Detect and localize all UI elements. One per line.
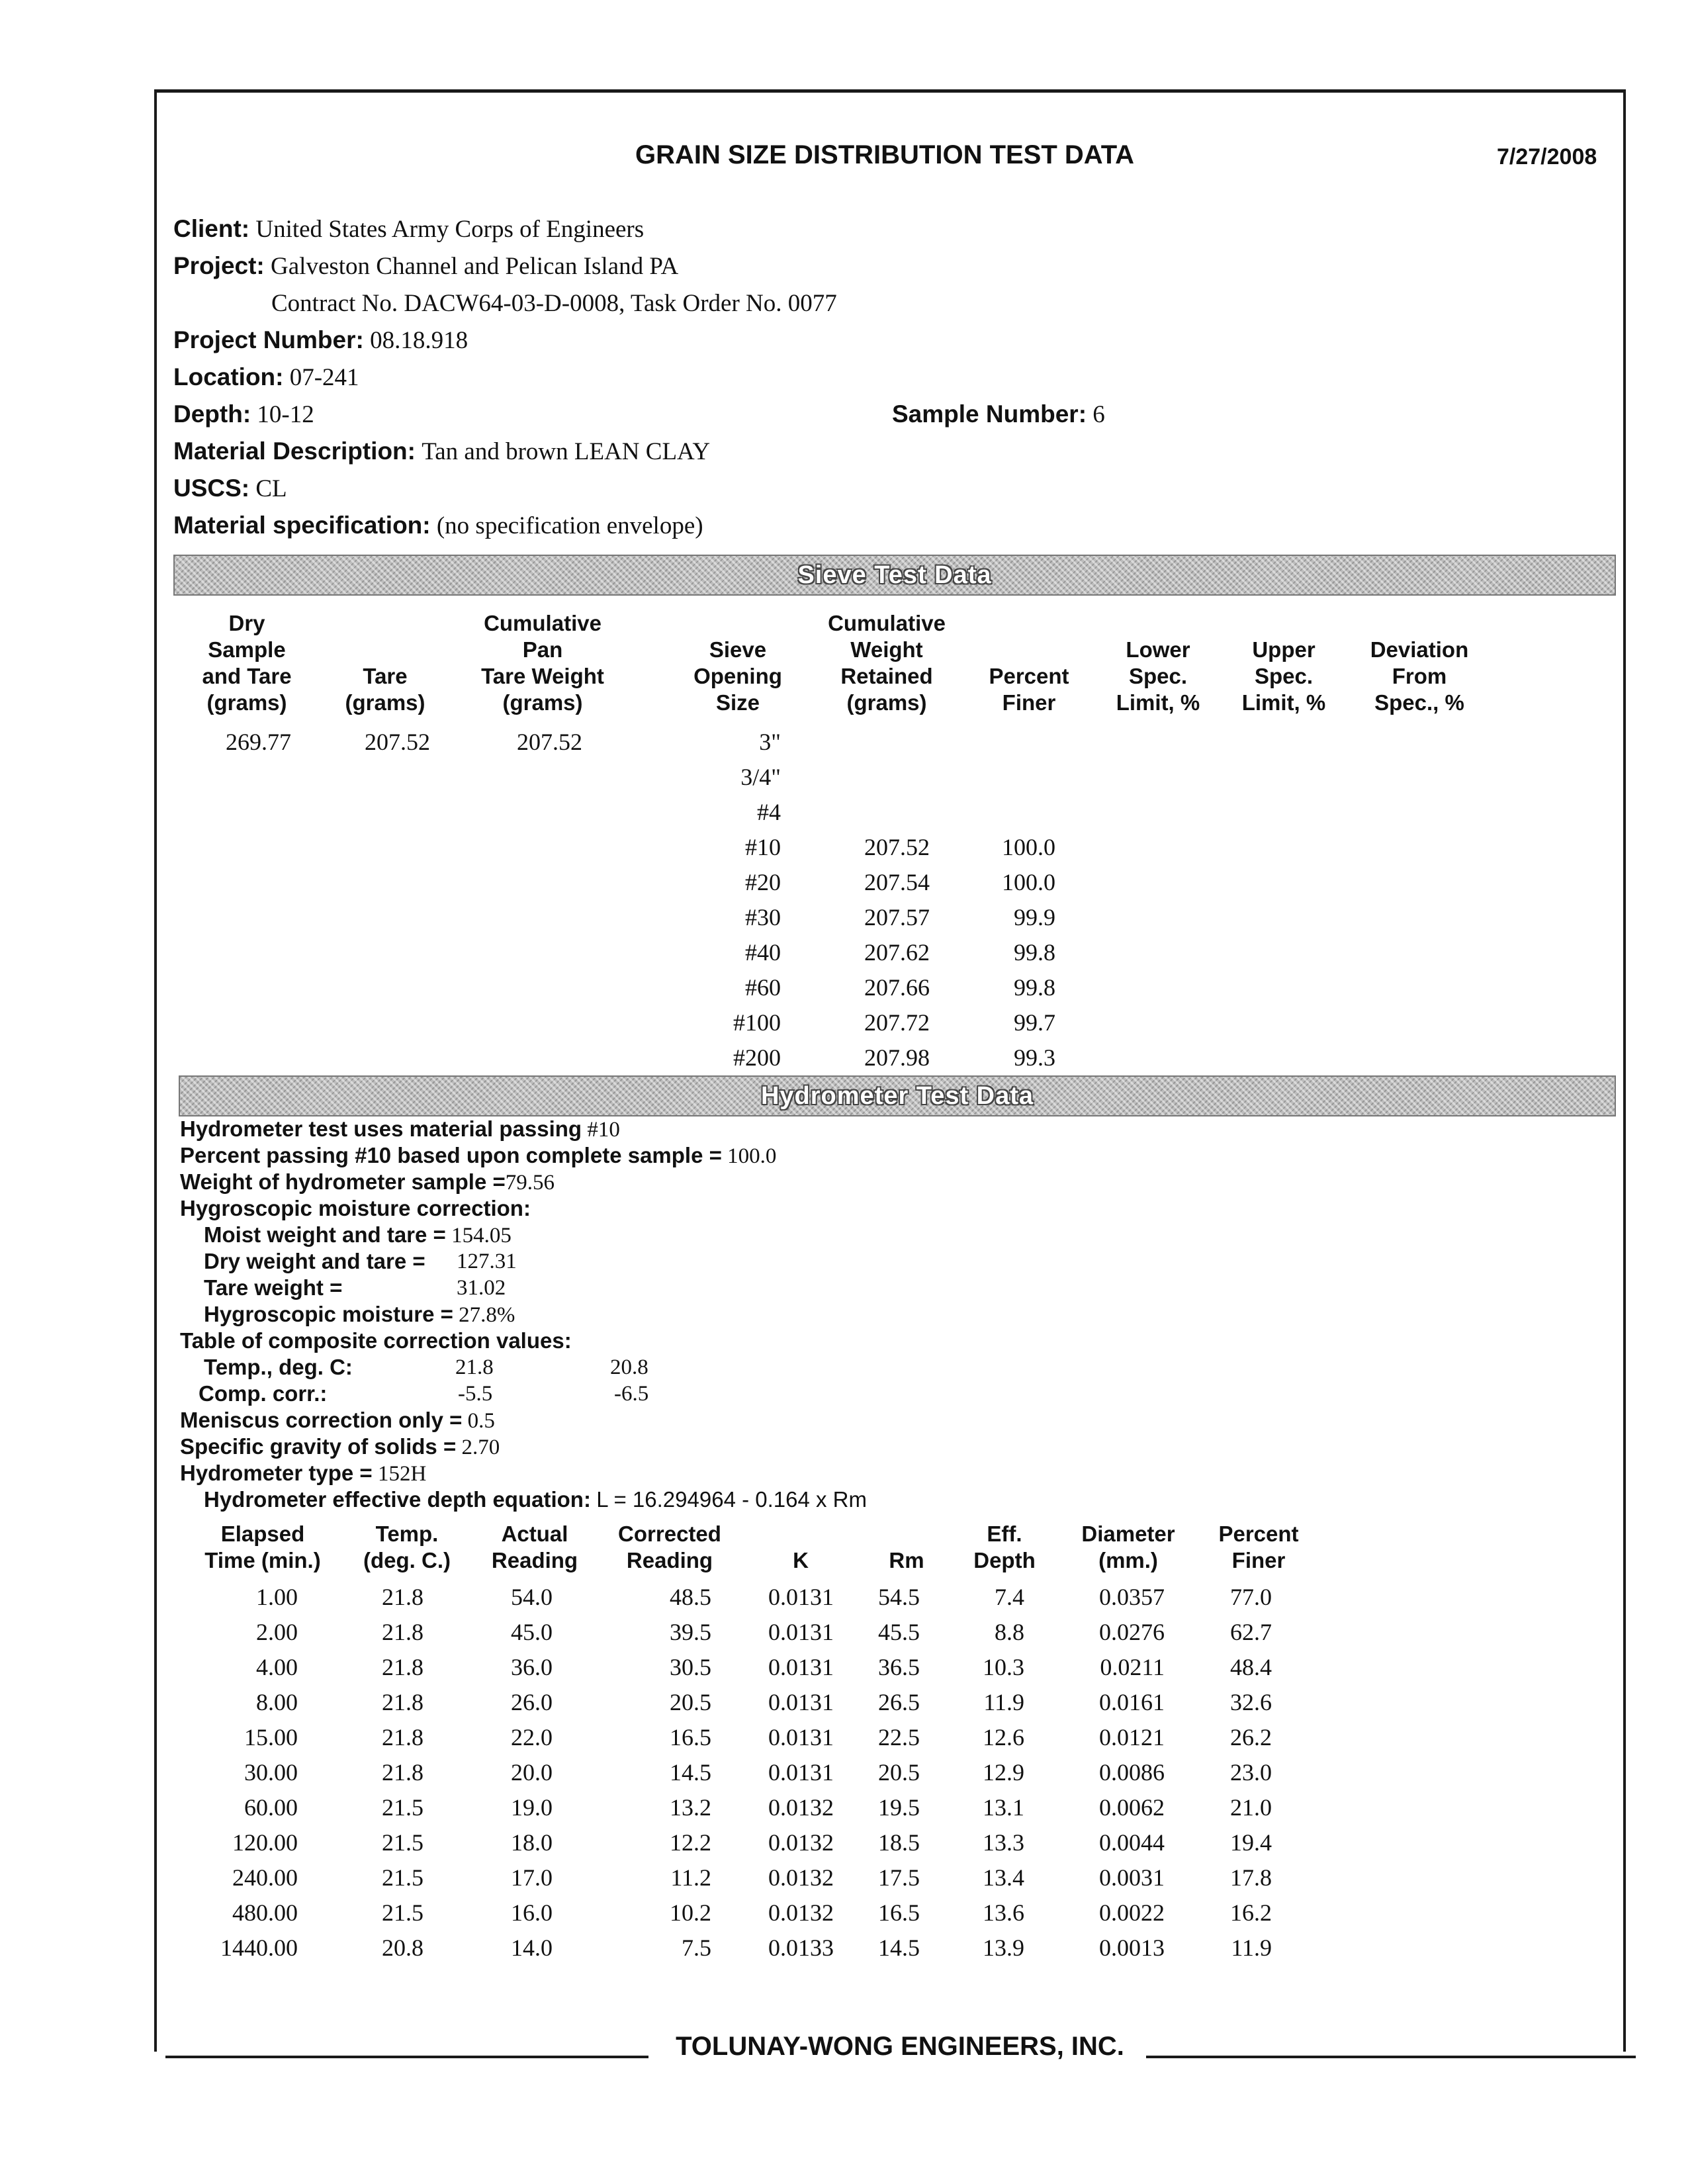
project-line bbox=[173, 252, 678, 281]
hydro-cell: 22.5 bbox=[878, 1724, 920, 1751]
hydro-cell: 20.5 bbox=[670, 1689, 711, 1715]
hydro-cell: 13.6 bbox=[983, 1899, 1024, 1926]
hydro-col-elapsed-time: Elapsed Time (min.) bbox=[204, 1522, 321, 1572]
hydro-cell: 11.2 bbox=[670, 1864, 711, 1891]
hydro-percent-passing-label: Percent passing #10 based upon complete sample = bbox=[180, 1143, 722, 1167]
hydro-cell: 0.0131 bbox=[768, 1654, 834, 1680]
hydro-cell: 1440.00 bbox=[220, 1934, 298, 1961]
sieve-pan-tare-value: 207.52 bbox=[517, 729, 582, 755]
hydro-comp-value: -6.5 bbox=[614, 1382, 649, 1406]
hydro-comp-row-label-wrap bbox=[199, 1381, 327, 1408]
hydro-cell: 0.0357 bbox=[1099, 1584, 1165, 1610]
hydro-cell: 17.5 bbox=[878, 1864, 920, 1891]
hydro-cell: 8.00 bbox=[256, 1689, 298, 1715]
hydro-temp-value-1-wrap bbox=[455, 1354, 494, 1381]
hydro-cell: 12.6 bbox=[983, 1724, 1024, 1751]
material-description-line bbox=[173, 437, 710, 466]
hydro-dry-weight-value: 127.31 bbox=[457, 1250, 517, 1273]
hydro-cell: 48.5 bbox=[670, 1584, 711, 1610]
hydro-cell: 19.0 bbox=[511, 1794, 553, 1821]
hydro-sample-weight-value: 79.56 bbox=[505, 1171, 555, 1195]
hydro-cell: 21.5 bbox=[382, 1899, 424, 1926]
sieve-retained: 207.62 bbox=[864, 939, 930, 966]
hydro-cell: 0.0062 bbox=[1099, 1794, 1165, 1821]
client-value: United States Army Corps of Engineers bbox=[255, 216, 645, 243]
hydro-passing-value: #10 bbox=[587, 1118, 620, 1142]
hydro-cell: 21.8 bbox=[382, 1584, 424, 1610]
hydro-gravity-line bbox=[180, 1433, 500, 1461]
hydro-passing-line bbox=[180, 1116, 620, 1143]
hydro-cell: 10.2 bbox=[670, 1899, 711, 1926]
hydro-col-percent-finer: Percent Finer bbox=[1218, 1522, 1299, 1572]
hydro-moisture-label: Hygroscopic moisture = bbox=[204, 1302, 453, 1326]
contract-line bbox=[271, 289, 837, 318]
hydro-cell: 0.0131 bbox=[768, 1584, 834, 1610]
hydro-cell: 12.2 bbox=[670, 1829, 711, 1856]
hydro-cell: 14.5 bbox=[670, 1759, 711, 1786]
hydro-moisture-line bbox=[204, 1301, 515, 1328]
hydro-cell: 21.5 bbox=[382, 1864, 424, 1891]
sample-number-value: 6 bbox=[1092, 401, 1105, 428]
sieve-col-retained: Cumulative Weight Retained (grams) bbox=[828, 611, 946, 715]
hydro-cell: 0.0132 bbox=[768, 1899, 834, 1926]
hydro-cell: 4.00 bbox=[256, 1654, 298, 1680]
client-line bbox=[173, 215, 644, 244]
hydro-cell: 21.8 bbox=[382, 1759, 424, 1786]
hydro-sample-weight-label: Weight of hydrometer sample = bbox=[180, 1169, 506, 1194]
sieve-size: #40 bbox=[745, 939, 781, 966]
document-date: 7/27/2008 bbox=[1497, 144, 1597, 169]
hydro-comp-value: -5.5 bbox=[458, 1382, 493, 1406]
hydro-cell: 62.7 bbox=[1230, 1619, 1272, 1645]
hydro-col-eff-depth: Eff. Depth bbox=[973, 1522, 1036, 1572]
hydro-cell: 19.5 bbox=[878, 1794, 920, 1821]
hydro-cell: 0.0276 bbox=[1099, 1619, 1165, 1645]
hydro-passing-label: Hydrometer test uses material passing bbox=[180, 1116, 582, 1141]
sieve-dry-sample-value: 269.77 bbox=[226, 729, 291, 755]
hydro-cell: 21.0 bbox=[1230, 1794, 1272, 1821]
hydro-moist-weight-value: 154.05 bbox=[451, 1224, 512, 1248]
hydro-cell: 18.5 bbox=[878, 1829, 920, 1856]
sieve-finer: 100.0 bbox=[1002, 834, 1055, 860]
sieve-finer: 99.7 bbox=[1014, 1009, 1055, 1036]
sieve-col-deviation: Deviation From Spec., % bbox=[1370, 637, 1469, 715]
hydro-cell: 0.0031 bbox=[1099, 1864, 1165, 1891]
hydro-meniscus-line bbox=[180, 1407, 495, 1434]
hydro-col-corrected-reading: Corrected Reading bbox=[618, 1522, 721, 1572]
hydro-cell: 39.5 bbox=[670, 1619, 711, 1645]
sieve-size: #60 bbox=[745, 974, 781, 1001]
hydro-cell: 0.0131 bbox=[768, 1689, 834, 1715]
sieve-col-percent-finer: Percent Finer bbox=[989, 664, 1069, 715]
hydro-cell: 0.0133 bbox=[768, 1934, 834, 1961]
hydro-cell: 45.0 bbox=[511, 1619, 553, 1645]
hydro-cell: 20.5 bbox=[878, 1759, 920, 1786]
sieve-size: #200 bbox=[733, 1044, 781, 1071]
uscs-label: USCS: bbox=[173, 475, 250, 502]
hydro-cell: 45.5 bbox=[878, 1619, 920, 1645]
hydro-cell: 0.0211 bbox=[1100, 1654, 1165, 1680]
sieve-size: 3/4" bbox=[740, 764, 781, 790]
hydro-tare-weight-value: 31.02 bbox=[457, 1276, 506, 1300]
uscs-value: CL bbox=[255, 475, 287, 502]
sieve-retained: 207.57 bbox=[864, 904, 930, 931]
hydro-cell: 54.0 bbox=[511, 1584, 553, 1610]
hydro-cell: 20.0 bbox=[511, 1759, 553, 1786]
hydro-cell: 30.5 bbox=[670, 1654, 711, 1680]
hydro-cell: 17.0 bbox=[511, 1864, 553, 1891]
hydro-cell: 21.8 bbox=[382, 1689, 424, 1715]
sieve-finer: 99.3 bbox=[1014, 1044, 1055, 1071]
hydro-cell: 16.0 bbox=[511, 1899, 553, 1926]
hydro-cell: 16.5 bbox=[670, 1724, 711, 1751]
hydro-temp-value: 21.8 bbox=[455, 1355, 494, 1379]
hydro-cell: 26.0 bbox=[511, 1689, 553, 1715]
hydro-cell: 13.2 bbox=[670, 1794, 711, 1821]
depth-label: Depth: bbox=[173, 400, 251, 428]
hydro-cell: 19.4 bbox=[1230, 1829, 1272, 1856]
hydro-cell: 48.4 bbox=[1230, 1654, 1272, 1680]
material-specification-line bbox=[173, 512, 703, 540]
hydro-cell: 0.0121 bbox=[1099, 1724, 1165, 1751]
hydro-dry-weight-line bbox=[204, 1248, 425, 1275]
hydro-col-rm: Rm bbox=[889, 1548, 924, 1572]
hydro-type-label: Hydrometer type = bbox=[180, 1461, 373, 1485]
depth-value: 10-12 bbox=[257, 401, 314, 428]
hydro-cell: 30.00 bbox=[244, 1759, 298, 1786]
hydro-cell: 0.0013 bbox=[1099, 1934, 1165, 1961]
project-label: Project: bbox=[173, 252, 265, 279]
sieve-col-dry-sample: Dry Sample and Tare (grams) bbox=[202, 611, 292, 715]
contract-value: Contract No. DACW64-03-D-0008, Task Order No. 0077 bbox=[271, 290, 837, 317]
sieve-finer: 99.8 bbox=[1014, 939, 1055, 966]
sieve-col-tare: Tare (grams) bbox=[345, 664, 425, 715]
document-title: GRAIN SIZE DISTRIBUTION TEST DATA bbox=[635, 140, 1135, 169]
hydro-cell: 21.8 bbox=[382, 1654, 424, 1680]
sieve-col-pan-tare: Cumulative Pan Tare Weight (grams) bbox=[481, 611, 604, 715]
hydro-moist-weight-line bbox=[204, 1222, 512, 1249]
material-description-label: Material Description: bbox=[173, 437, 416, 465]
client-label: Client: bbox=[173, 215, 250, 242]
hydro-cell: 16.5 bbox=[878, 1899, 920, 1926]
hydro-cell: 23.0 bbox=[1230, 1759, 1272, 1786]
sieve-size: #30 bbox=[745, 904, 781, 931]
hydro-comp-value-2-wrap bbox=[614, 1381, 648, 1407]
hydro-cell: 13.9 bbox=[983, 1934, 1024, 1961]
hydrometer-section-title: Hydrometer Test Data bbox=[760, 1081, 1034, 1110]
location-line bbox=[173, 363, 359, 392]
hydro-tare-weight-line bbox=[204, 1275, 342, 1302]
sieve-retained: 207.52 bbox=[864, 834, 930, 860]
hydro-comp-value-1-wrap bbox=[458, 1381, 492, 1407]
sieve-size: #10 bbox=[745, 834, 781, 860]
hydro-cell: 17.8 bbox=[1230, 1864, 1272, 1891]
hydro-temp-row-label: Temp., deg. C: bbox=[204, 1355, 353, 1379]
hydrometer-section-band bbox=[179, 1075, 1616, 1116]
hydro-tare-weight-label: Tare weight = bbox=[204, 1275, 343, 1300]
hydro-cell: 0.0132 bbox=[768, 1864, 834, 1891]
material-specification-label: Material specification: bbox=[173, 512, 431, 539]
sieve-size: 3" bbox=[759, 729, 781, 755]
sieve-finer: 99.9 bbox=[1014, 904, 1055, 931]
sieve-finer: 100.0 bbox=[1002, 869, 1055, 895]
hydro-cell: 11.9 bbox=[1231, 1934, 1272, 1961]
hydro-cell: 26.2 bbox=[1230, 1724, 1272, 1751]
hydro-cell: 0.0131 bbox=[768, 1619, 834, 1645]
hydro-cell: 8.8 bbox=[995, 1619, 1024, 1645]
hydro-composite-label: Table of composite correction values: bbox=[180, 1328, 572, 1353]
hydro-cell: 20.8 bbox=[382, 1934, 424, 1961]
sieve-col-lower-limit: Lower Spec. Limit, % bbox=[1116, 637, 1200, 715]
hydro-cell: 54.5 bbox=[878, 1584, 920, 1610]
sieve-size: #100 bbox=[733, 1009, 781, 1036]
hydro-cell: 0.0161 bbox=[1099, 1689, 1165, 1715]
hydro-cell: 26.5 bbox=[878, 1689, 920, 1715]
hydro-col-k: K bbox=[793, 1548, 809, 1572]
hydro-cell: 15.00 bbox=[244, 1724, 298, 1751]
hydro-cell: 480.00 bbox=[232, 1899, 298, 1926]
sieve-section-band bbox=[173, 555, 1616, 596]
hydro-cell: 7.5 bbox=[682, 1934, 711, 1961]
hydro-cell: 0.0131 bbox=[768, 1759, 834, 1786]
hydro-col-temp: Temp. (deg. C.) bbox=[363, 1522, 451, 1572]
hydro-depth-equation-line bbox=[204, 1486, 867, 1514]
sieve-retained: 207.98 bbox=[864, 1044, 930, 1071]
hydro-cell: 2.00 bbox=[256, 1619, 298, 1645]
project-number-label: Project Number: bbox=[173, 326, 364, 353]
hydro-cell: 0.0022 bbox=[1099, 1899, 1165, 1926]
hydro-cell: 0.0132 bbox=[768, 1829, 834, 1856]
hydro-cell: 21.5 bbox=[382, 1794, 424, 1821]
hydro-comp-row-label: Comp. corr.: bbox=[199, 1381, 328, 1406]
location-value: 07-241 bbox=[289, 364, 359, 391]
hydro-cell: 22.0 bbox=[511, 1724, 553, 1751]
sieve-col-upper-limit: Upper Spec. Limit, % bbox=[1241, 637, 1326, 715]
hydro-cell: 21.5 bbox=[382, 1829, 424, 1856]
hydro-type-line bbox=[180, 1460, 426, 1487]
hydro-cell: 0.0086 bbox=[1099, 1759, 1165, 1786]
hydro-cell: 240.00 bbox=[232, 1864, 298, 1891]
sieve-size: #20 bbox=[745, 869, 781, 895]
hydro-cell: 77.0 bbox=[1230, 1584, 1272, 1610]
hydro-cell: 0.0132 bbox=[768, 1794, 834, 1821]
hydro-cell: 13.4 bbox=[983, 1864, 1024, 1891]
hydro-cell: 13.1 bbox=[983, 1794, 1024, 1821]
project-value: Galveston Channel and Pelican Island PA bbox=[271, 253, 679, 280]
hydro-cell: 14.5 bbox=[878, 1934, 920, 1961]
hydro-cell: 120.00 bbox=[232, 1829, 298, 1856]
uscs-line bbox=[173, 475, 287, 503]
hydro-cell: 1.00 bbox=[256, 1584, 298, 1610]
hydro-temp-value-2-wrap bbox=[610, 1354, 648, 1381]
location-label: Location: bbox=[173, 363, 284, 390]
hydro-cell: 36.5 bbox=[878, 1654, 920, 1680]
hydro-depth-equation-value: L = 16.294964 - 0.164 x Rm bbox=[596, 1487, 867, 1512]
hydro-cell: 21.8 bbox=[382, 1619, 424, 1645]
hydro-cell: 12.9 bbox=[983, 1759, 1024, 1786]
hydro-dry-weight-value-wrap bbox=[457, 1248, 517, 1275]
sieve-retained: 207.72 bbox=[864, 1009, 930, 1036]
hydro-cell: 11.9 bbox=[983, 1689, 1024, 1715]
hydro-percent-passing-line bbox=[180, 1142, 776, 1169]
sieve-retained: 207.66 bbox=[864, 974, 930, 1001]
hydro-cell: 0.0044 bbox=[1099, 1829, 1165, 1856]
sieve-section-title: Sieve Test Data bbox=[797, 561, 992, 589]
footer-rule-right bbox=[1146, 2056, 1636, 2058]
hydro-meniscus-value: 0.5 bbox=[467, 1409, 495, 1433]
sieve-col-opening-size: Sieve Opening Size bbox=[693, 637, 782, 715]
hydro-hygroscopic-heading bbox=[180, 1195, 531, 1222]
hydro-dry-weight-label: Dry weight and tare = bbox=[204, 1249, 425, 1273]
sieve-retained: 207.54 bbox=[864, 869, 930, 895]
sieve-size: #4 bbox=[757, 799, 781, 825]
hydro-gravity-label: Specific gravity of solids = bbox=[180, 1434, 457, 1459]
hydro-gravity-value: 2.70 bbox=[461, 1435, 500, 1459]
material-description-value: Tan and brown LEAN CLAY bbox=[422, 438, 711, 465]
hydro-col-actual-reading: Actual Reading bbox=[491, 1522, 578, 1572]
hydro-meniscus-label: Meniscus correction only = bbox=[180, 1408, 463, 1432]
hydro-cell: 14.0 bbox=[511, 1934, 553, 1961]
hydro-col-diameter: Diameter (mm.) bbox=[1081, 1522, 1175, 1572]
project-number-value: 08.18.918 bbox=[370, 327, 468, 354]
hydro-cell: 10.3 bbox=[983, 1654, 1024, 1680]
hydro-percent-passing-value: 100.0 bbox=[727, 1144, 777, 1168]
sieve-finer: 99.8 bbox=[1014, 974, 1055, 1001]
hydro-cell: 32.6 bbox=[1230, 1689, 1272, 1715]
hydro-moisture-value: 27.8% bbox=[459, 1303, 515, 1327]
hydro-moist-weight-label: Moist weight and tare = bbox=[204, 1222, 446, 1247]
hydro-cell: 36.0 bbox=[511, 1654, 553, 1680]
hydro-cell: 18.0 bbox=[511, 1829, 553, 1856]
hydro-temp-value: 20.8 bbox=[610, 1355, 648, 1379]
sample-number-line bbox=[892, 400, 1105, 429]
hydro-composite-heading bbox=[180, 1328, 572, 1355]
hydro-hygroscopic-label: Hygroscopic moisture correction: bbox=[180, 1196, 531, 1220]
footer-rule-left bbox=[165, 2056, 648, 2058]
hydro-sample-weight-line bbox=[180, 1169, 555, 1196]
sieve-tare-value: 207.52 bbox=[365, 729, 430, 755]
hydro-cell: 13.3 bbox=[983, 1829, 1024, 1856]
hydro-cell: 16.2 bbox=[1230, 1899, 1272, 1926]
sample-number-label: Sample Number: bbox=[892, 400, 1087, 428]
hydro-type-value: 152H bbox=[377, 1462, 427, 1486]
hydro-cell: 0.0131 bbox=[768, 1724, 834, 1751]
hydro-depth-equation-label: Hydrometer effective depth equation: bbox=[204, 1487, 591, 1512]
material-specification-value: (no specification envelope) bbox=[436, 512, 703, 539]
hydro-temp-row-label-wrap bbox=[204, 1354, 353, 1381]
hydro-tare-weight-value-wrap bbox=[457, 1275, 506, 1301]
footer-company-name: TOLUNAY-WONG ENGINEERS, INC. bbox=[676, 2032, 1124, 2061]
depth-line bbox=[173, 400, 314, 429]
hydro-cell: 7.4 bbox=[995, 1584, 1024, 1610]
hydro-cell: 21.8 bbox=[382, 1724, 424, 1751]
project-number-line bbox=[173, 326, 468, 355]
hydro-cell: 60.00 bbox=[244, 1794, 298, 1821]
